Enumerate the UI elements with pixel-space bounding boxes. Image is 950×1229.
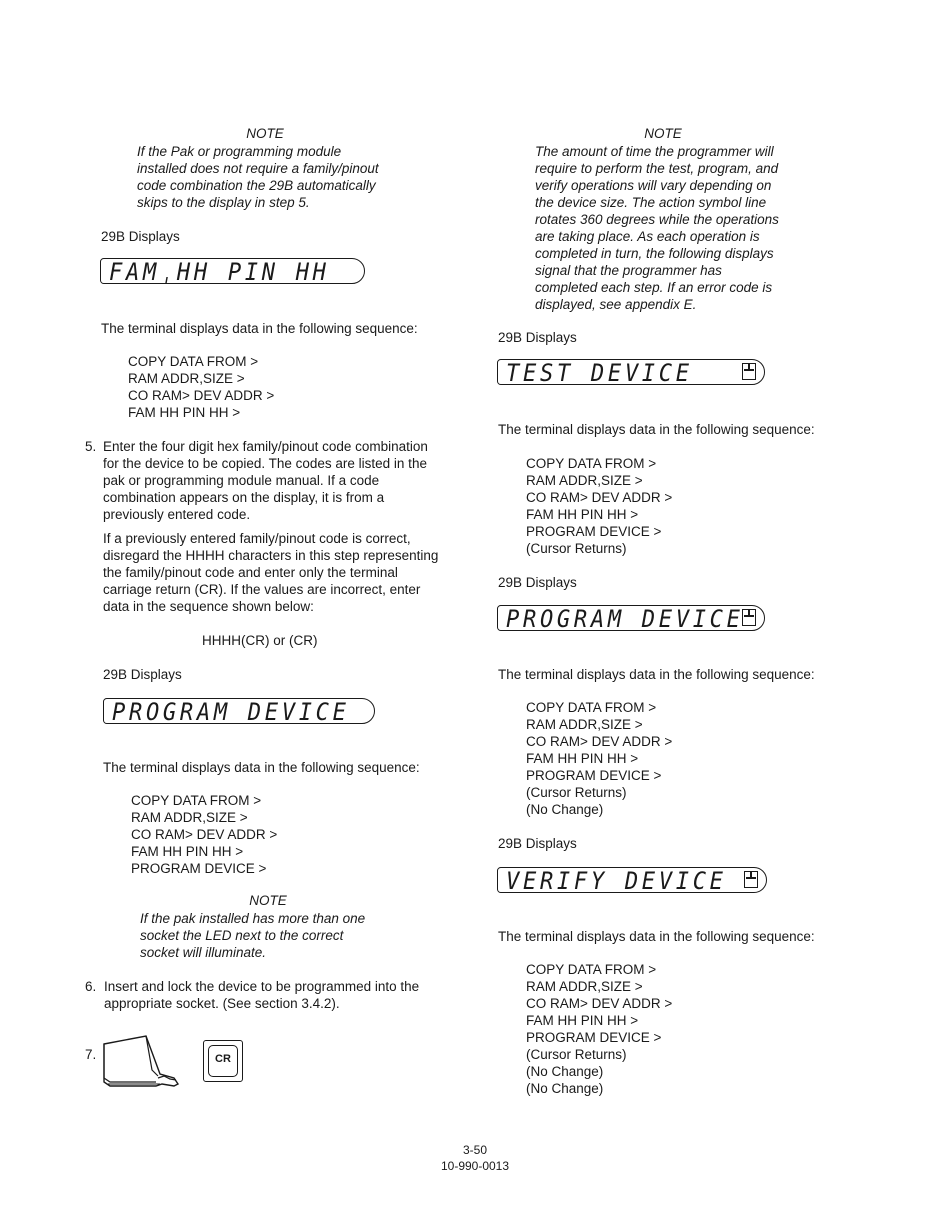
step-line: data in the sequence shown below: xyxy=(103,599,314,614)
sequence-item: FAM HH PIN HH > xyxy=(131,844,244,859)
entry-sequence: HHHH(CR) or (CR) xyxy=(202,633,318,648)
lcd-display xyxy=(497,867,767,893)
lcd-text: TEST DEVICE xyxy=(506,359,693,387)
note-title: NOTE xyxy=(246,126,284,141)
note-line: If the pak installed has more than one xyxy=(140,911,366,926)
document-number: 10-990-0013 xyxy=(440,1159,510,1173)
action-symbol-icon xyxy=(742,363,756,380)
note-line: socket will illuminate. xyxy=(140,945,267,960)
note-line: If the Pak or programming module xyxy=(137,144,342,159)
sequence-item: PROGRAM DEVICE > xyxy=(526,768,662,783)
displays-label: 29B Displays xyxy=(498,330,577,345)
sequence-item: CO RAM> DEV ADDR > xyxy=(526,734,673,749)
lcd-display xyxy=(103,698,375,724)
step-line: If a previously entered family/pinout code is correct, xyxy=(103,531,411,546)
sequence-intro: The terminal displays data in the following sequence: xyxy=(101,321,418,336)
sequence-item: (Cursor Returns) xyxy=(526,541,627,556)
step-line: Insert and lock the device to be programmed into the xyxy=(104,979,420,994)
note-line: socket the LED next to the correct xyxy=(140,928,344,943)
press-key-hand-icon xyxy=(100,1030,184,1090)
page-number: 3-50 xyxy=(462,1143,488,1157)
lcd-text: PROGRAM DEVICE xyxy=(506,605,744,633)
step-number: 7. xyxy=(85,1047,97,1062)
sequence-item: PROGRAM DEVICE > xyxy=(131,861,267,876)
sequence-list xyxy=(131,792,277,877)
sequence-list xyxy=(526,455,672,557)
step-line: combination appears on the display, it is from a xyxy=(103,490,385,505)
note-line: verify operations will vary depending on xyxy=(535,178,772,193)
page-footer xyxy=(375,1142,575,1174)
note-body xyxy=(140,910,440,961)
sequence-item: (No Change) xyxy=(526,1064,604,1079)
sequence-list xyxy=(526,961,672,1097)
sequence-item: PROGRAM DEVICE > xyxy=(526,524,662,539)
step-text xyxy=(103,438,453,523)
sequence-item: COPY DATA FROM > xyxy=(526,456,657,471)
sequence-item: CO RAM> DEV ADDR > xyxy=(131,827,278,842)
sequence-item: COPY DATA FROM > xyxy=(526,700,657,715)
sequence-intro: The terminal displays data in the following sequence: xyxy=(498,929,815,944)
cr-key-label: CR xyxy=(215,1053,231,1065)
note-line: skips to the display in step 5. xyxy=(137,195,310,210)
step-line: disregard the HHHH characters in this step representing xyxy=(103,548,439,563)
action-symbol-icon xyxy=(744,871,758,888)
note-line: The amount of time the programmer will xyxy=(535,144,774,159)
sequence-item: FAM HH PIN HH > xyxy=(128,405,241,420)
note-line: the device size. The action symbol line xyxy=(535,195,767,210)
sequence-item: CO RAM> DEV ADDR > xyxy=(526,996,673,1011)
note-line: displayed, see appendix E. xyxy=(535,297,697,312)
sequence-item: (No Change) xyxy=(526,1081,604,1096)
note-body xyxy=(535,143,835,313)
lcd-text: PROGRAM DEVICE xyxy=(112,698,350,726)
lcd-text: VERIFY DEVICE xyxy=(506,867,727,895)
sequence-item: RAM ADDR,SIZE > xyxy=(131,810,248,825)
step-line: Enter the four digit hex family/pinout code combination xyxy=(103,439,428,454)
note-title: NOTE xyxy=(249,893,287,908)
displays-label: 29B Displays xyxy=(103,667,182,682)
sequence-item: (Cursor Returns) xyxy=(526,785,627,800)
sequence-list xyxy=(526,699,672,818)
sequence-item: RAM ADDR,SIZE > xyxy=(526,473,643,488)
note-line: rotates 360 degrees while the operations xyxy=(535,212,779,227)
step-line: carriage return (CR). If the values are incorrect, enter xyxy=(103,582,421,597)
sequence-item: COPY DATA FROM > xyxy=(128,354,259,369)
step-line: for the device to be copied. The codes are listed in the xyxy=(103,456,427,471)
sequence-item: PROGRAM DEVICE > xyxy=(526,1030,662,1045)
note-body xyxy=(137,143,437,211)
sequence-intro: The terminal displays data in the following sequence: xyxy=(103,760,420,775)
step-line: previously entered code. xyxy=(103,507,251,522)
note-line: require to perform the test, program, and xyxy=(535,161,779,176)
displays-label: 29B Displays xyxy=(498,575,577,590)
displays-label: 29B Displays xyxy=(498,836,577,851)
sequence-intro: The terminal displays data in the following sequence: xyxy=(498,667,815,682)
sequence-item: FAM HH PIN HH > xyxy=(526,1013,639,1028)
sequence-item: COPY DATA FROM > xyxy=(526,962,657,977)
step-paragraph xyxy=(103,530,453,615)
step-number: 6. xyxy=(85,979,97,994)
note-line: installed does not require a family/pinout xyxy=(137,161,379,176)
step-number: 5. xyxy=(85,439,97,454)
note-line: completed each step. If an error code is xyxy=(535,280,773,295)
step-line: appropriate socket. (See section 3.4.2). xyxy=(104,996,340,1011)
sequence-list xyxy=(128,353,274,421)
lcd-display xyxy=(100,258,365,284)
sequence-item: CO RAM> DEV ADDR > xyxy=(128,388,275,403)
sequence-item: (No Change) xyxy=(526,802,604,817)
action-symbol-icon xyxy=(742,609,756,626)
note-line: completed in turn, the following displays xyxy=(535,246,774,261)
cr-key-icon xyxy=(203,1040,243,1082)
sequence-item: RAM ADDR,SIZE > xyxy=(526,979,643,994)
sequence-item: FAM HH PIN HH > xyxy=(526,507,639,522)
sequence-intro: The terminal displays data in the following sequence: xyxy=(498,422,815,437)
sequence-item: RAM ADDR,SIZE > xyxy=(526,717,643,732)
sequence-item: (Cursor Returns) xyxy=(526,1047,627,1062)
note-line: code combination the 29B automatically xyxy=(137,178,376,193)
note-title: NOTE xyxy=(644,126,682,141)
sequence-item: CO RAM> DEV ADDR > xyxy=(526,490,673,505)
lcd-display xyxy=(497,359,765,385)
lcd-display xyxy=(497,605,765,631)
sequence-item: FAM HH PIN HH > xyxy=(526,751,639,766)
sequence-item: RAM ADDR,SIZE > xyxy=(128,371,245,386)
note-line: signal that the programmer has xyxy=(535,263,722,278)
sequence-item: COPY DATA FROM > xyxy=(131,793,262,808)
step-line: the family/pinout code and enter only the terminal xyxy=(103,565,398,580)
lcd-text: FAMˌHH PIN HH xyxy=(109,258,330,286)
step-text xyxy=(104,978,454,1012)
note-line: are taking place. As each operation is xyxy=(535,229,760,244)
displays-label: 29B Displays xyxy=(101,229,180,244)
step-line: pak or programming module manual. If a code xyxy=(103,473,380,488)
